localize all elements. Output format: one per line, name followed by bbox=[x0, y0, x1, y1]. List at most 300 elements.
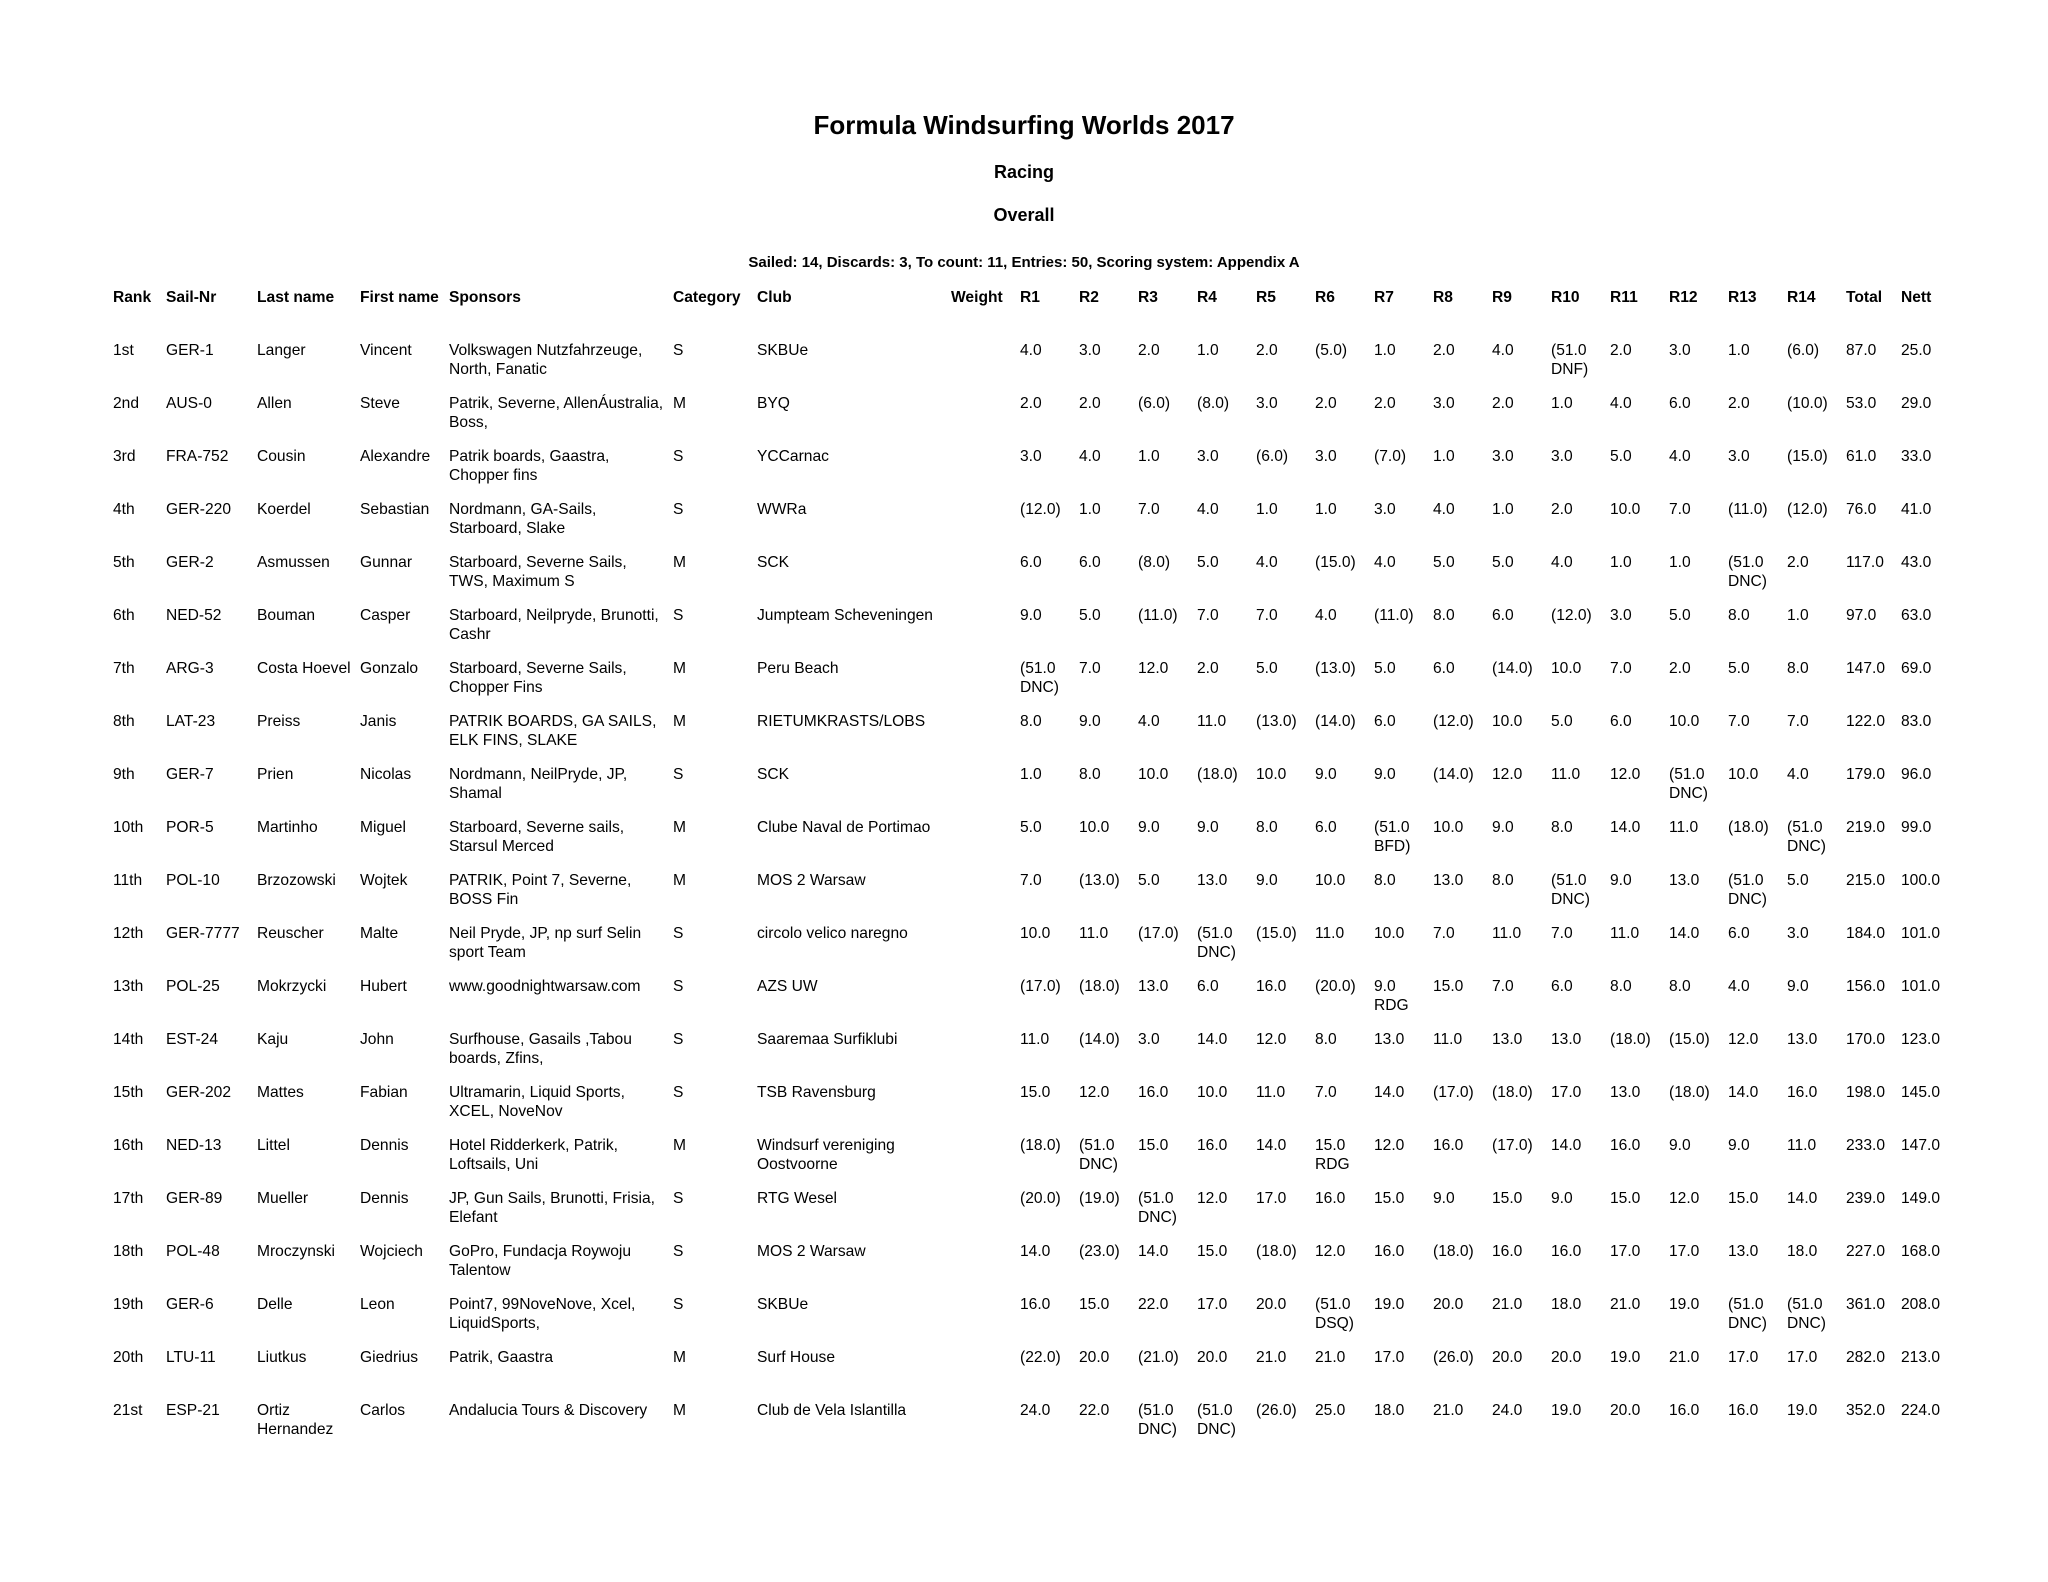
cell-sail-nr: NED-13 bbox=[166, 1137, 222, 1154]
cell-sponsors: Surfhouse, Gasails ,Tabou boards, Zfins, bbox=[449, 1031, 632, 1067]
cell-sail-nr: LTU-11 bbox=[166, 1349, 216, 1366]
cell-r9: (17.0) bbox=[1492, 1137, 1533, 1154]
cell-r12: 7.0 bbox=[1669, 501, 1691, 518]
cell-last-name: Delle bbox=[257, 1296, 293, 1313]
cell-r5: 4.0 bbox=[1256, 554, 1278, 571]
cell-weight bbox=[945, 447, 1014, 500]
cell-last-name: Martinho bbox=[257, 819, 318, 836]
cell-r12: 8.0 bbox=[1669, 978, 1691, 995]
page-title: Formula Windsurfing Worlds 2017 bbox=[813, 110, 1235, 140]
cell-r7: 6.0 bbox=[1374, 713, 1396, 730]
column-header-r13: R13 bbox=[1728, 289, 1757, 306]
cell-r1: 2.0 bbox=[1020, 395, 1042, 412]
cell-r9: 24.0 bbox=[1492, 1402, 1523, 1419]
cell-club: SKBUe bbox=[757, 1296, 809, 1313]
cell-r8: (26.0) bbox=[1433, 1349, 1474, 1366]
cell-r8: (12.0) bbox=[1433, 713, 1474, 730]
cell-r8: 1.0 bbox=[1433, 448, 1455, 465]
cell-r9: 2.0 bbox=[1492, 395, 1514, 412]
cell-r3: 22.0 bbox=[1138, 1296, 1169, 1313]
cell-r9: 21.0 bbox=[1492, 1296, 1523, 1313]
cell-r6: 6.0 bbox=[1315, 819, 1337, 836]
results-table bbox=[107, 288, 1950, 1454]
cell-r8: 5.0 bbox=[1433, 554, 1455, 571]
cell-r1: 16.0 bbox=[1020, 1296, 1051, 1313]
cell-nett: 101.0 bbox=[1901, 978, 1941, 995]
cell-r3: (51.0 DNC) bbox=[1138, 1190, 1177, 1226]
cell-r10: 16.0 bbox=[1551, 1243, 1582, 1260]
table-row bbox=[107, 765, 1950, 818]
cell-r5: (26.0) bbox=[1256, 1402, 1297, 1419]
cell-r3: 7.0 bbox=[1138, 501, 1160, 518]
cell-sail-nr: EST-24 bbox=[166, 1031, 219, 1048]
cell-r7: 18.0 bbox=[1374, 1402, 1405, 1419]
cell-r10: (51.0 DNF) bbox=[1551, 342, 1589, 378]
cell-r2: (18.0) bbox=[1079, 978, 1120, 995]
cell-r14: 2.0 bbox=[1787, 554, 1809, 571]
cell-last-name: Mueller bbox=[257, 1190, 309, 1207]
cell-sponsors: Patrik boards, Gaastra, Chopper fins bbox=[449, 448, 610, 484]
cell-r10: 3.0 bbox=[1551, 448, 1573, 465]
cell-r10: 5.0 bbox=[1551, 713, 1573, 730]
column-header-r6: R6 bbox=[1315, 289, 1335, 306]
cell-sponsors: Nordmann, NeilPryde, JP, Shamal bbox=[449, 766, 628, 802]
cell-r7: 12.0 bbox=[1374, 1137, 1405, 1154]
cell-first-name: Miguel bbox=[360, 819, 406, 836]
cell-r6: 16.0 bbox=[1315, 1190, 1346, 1207]
cell-r7: 8.0 bbox=[1374, 872, 1396, 889]
cell-r7: 15.0 bbox=[1374, 1190, 1405, 1207]
cell-sail-nr: GER-220 bbox=[166, 501, 232, 518]
cell-first-name: Wojciech bbox=[360, 1243, 423, 1260]
cell-weight bbox=[945, 1189, 1014, 1242]
cell-nett: 99.0 bbox=[1901, 819, 1932, 836]
cell-first-name: Malte bbox=[360, 925, 399, 942]
cell-r12: 17.0 bbox=[1669, 1243, 1700, 1260]
cell-r12: 9.0 bbox=[1669, 1137, 1691, 1154]
cell-r7: 19.0 bbox=[1374, 1296, 1405, 1313]
cell-category: M bbox=[673, 819, 686, 836]
cell-category: M bbox=[673, 554, 686, 571]
cell-r7: 16.0 bbox=[1374, 1243, 1405, 1260]
cell-r13: 10.0 bbox=[1728, 766, 1759, 783]
cell-r13: 14.0 bbox=[1728, 1084, 1759, 1101]
cell-club: Surf House bbox=[757, 1349, 836, 1366]
cell-club: Saaremaa Surfiklubi bbox=[757, 1031, 898, 1048]
table-row bbox=[107, 606, 1950, 659]
cell-r3: 1.0 bbox=[1138, 448, 1160, 465]
cell-category: M bbox=[673, 872, 686, 889]
cell-sail-nr: POR-5 bbox=[166, 819, 214, 836]
cell-nett: 29.0 bbox=[1901, 395, 1932, 412]
cell-r11: 3.0 bbox=[1610, 607, 1632, 624]
cell-r10: 18.0 bbox=[1551, 1296, 1582, 1313]
column-header-category: Category bbox=[673, 289, 741, 306]
cell-r13: 8.0 bbox=[1728, 607, 1750, 624]
cell-nett: 147.0 bbox=[1901, 1137, 1941, 1154]
cell-r1: 9.0 bbox=[1020, 607, 1042, 624]
cell-r1: 7.0 bbox=[1020, 872, 1042, 889]
cell-sponsors: GoPro, Fundacja Roywoju Talentow bbox=[449, 1243, 632, 1279]
cell-nett: 145.0 bbox=[1901, 1084, 1941, 1101]
cell-category: S bbox=[673, 607, 684, 624]
cell-r9: 3.0 bbox=[1492, 448, 1514, 465]
cell-first-name: Gonzalo bbox=[360, 660, 419, 677]
cell-category: S bbox=[673, 1031, 684, 1048]
cell-r8: 7.0 bbox=[1433, 925, 1455, 942]
cell-first-name: Giedrius bbox=[360, 1349, 419, 1366]
column-header-rank: Rank bbox=[113, 289, 152, 306]
cell-sail-nr: POL-48 bbox=[166, 1243, 220, 1260]
cell-sponsors: Nordmann, GA-Sails, Starboard, Slake bbox=[449, 501, 597, 537]
table-row bbox=[107, 1401, 1950, 1454]
cell-category: S bbox=[673, 766, 684, 783]
cell-r6: (15.0) bbox=[1315, 554, 1356, 571]
cell-r10: 20.0 bbox=[1551, 1349, 1582, 1366]
cell-club: WWRa bbox=[757, 501, 807, 518]
cell-r9: 13.0 bbox=[1492, 1031, 1523, 1048]
cell-weight bbox=[945, 500, 1014, 553]
cell-r10: 17.0 bbox=[1551, 1084, 1582, 1101]
cell-sponsors: JP, Gun Sails, Brunotti, Frisia, Elefant bbox=[449, 1190, 655, 1226]
cell-r1: 24.0 bbox=[1020, 1402, 1051, 1419]
cell-last-name: Mroczynski bbox=[257, 1243, 335, 1260]
cell-r2: 9.0 bbox=[1079, 713, 1101, 730]
column-header-r1: R1 bbox=[1020, 289, 1040, 306]
cell-category: S bbox=[673, 978, 684, 995]
table-row bbox=[107, 712, 1950, 765]
cell-nett: 25.0 bbox=[1901, 342, 1932, 359]
cell-r8: 11.0 bbox=[1433, 1031, 1463, 1048]
cell-r4: 15.0 bbox=[1197, 1243, 1228, 1260]
cell-r6: 8.0 bbox=[1315, 1031, 1337, 1048]
cell-r12: 6.0 bbox=[1669, 395, 1691, 412]
cell-nett: 96.0 bbox=[1901, 766, 1932, 783]
cell-r1: 3.0 bbox=[1020, 448, 1042, 465]
cell-sail-nr: ARG-3 bbox=[166, 660, 214, 677]
cell-r3: 5.0 bbox=[1138, 872, 1160, 889]
cell-rank: 19th bbox=[113, 1296, 144, 1313]
cell-r14: 3.0 bbox=[1787, 925, 1809, 942]
column-header-first-name: First name bbox=[360, 289, 439, 306]
cell-r10: 9.0 bbox=[1551, 1190, 1573, 1207]
cell-r12: 16.0 bbox=[1669, 1402, 1700, 1419]
cell-category: S bbox=[673, 342, 684, 359]
cell-r14: 9.0 bbox=[1787, 978, 1809, 995]
column-header-sponsors: Sponsors bbox=[449, 289, 521, 306]
cell-r11: 2.0 bbox=[1610, 342, 1632, 359]
cell-r3: (21.0) bbox=[1138, 1349, 1179, 1366]
cell-r4: 10.0 bbox=[1197, 1084, 1228, 1101]
cell-r2: 1.0 bbox=[1079, 501, 1101, 518]
column-header-r9: R9 bbox=[1492, 289, 1512, 306]
cell-total: 184.0 bbox=[1846, 925, 1886, 942]
table-row bbox=[107, 924, 1950, 977]
cell-r3: 13.0 bbox=[1138, 978, 1169, 995]
cell-r7: 10.0 bbox=[1374, 925, 1405, 942]
cell-r5: 12.0 bbox=[1256, 1031, 1287, 1048]
cell-rank: 16th bbox=[113, 1137, 144, 1154]
cell-r4: 14.0 bbox=[1197, 1031, 1228, 1048]
cell-category: M bbox=[673, 1402, 686, 1419]
cell-club: BYQ bbox=[757, 395, 790, 412]
cell-sail-nr: GER-202 bbox=[166, 1084, 232, 1101]
cell-r4: (51.0 DNC) bbox=[1197, 925, 1236, 961]
cell-r6: 1.0 bbox=[1315, 501, 1337, 518]
cell-sponsors: Starboard, Severne sails, Starsul Merced bbox=[449, 819, 625, 855]
cell-category: S bbox=[673, 925, 684, 942]
cell-category: M bbox=[673, 395, 686, 412]
cell-nett: 123.0 bbox=[1901, 1031, 1941, 1048]
cell-weight bbox=[945, 818, 1014, 871]
cell-r13: (51.0 DNC) bbox=[1728, 554, 1767, 590]
cell-r10: (51.0 DNC) bbox=[1551, 872, 1590, 908]
cell-r3: 10.0 bbox=[1138, 766, 1169, 783]
cell-r4: 6.0 bbox=[1197, 978, 1219, 995]
cell-r1: 6.0 bbox=[1020, 554, 1042, 571]
cell-rank: 15th bbox=[113, 1084, 144, 1101]
cell-r2: 10.0 bbox=[1079, 819, 1110, 836]
cell-r7: 2.0 bbox=[1374, 395, 1396, 412]
cell-r12: 3.0 bbox=[1669, 342, 1691, 359]
cell-weight bbox=[945, 871, 1014, 924]
cell-r13: 2.0 bbox=[1728, 395, 1750, 412]
cell-sail-nr: POL-10 bbox=[166, 872, 220, 889]
cell-r14: 7.0 bbox=[1787, 713, 1809, 730]
cell-r8: 15.0 bbox=[1433, 978, 1464, 995]
cell-r10: 13.0 bbox=[1551, 1031, 1582, 1048]
table-row bbox=[107, 341, 1950, 394]
cell-r7: (51.0 BFD) bbox=[1374, 819, 1411, 855]
cell-r3: 16.0 bbox=[1138, 1084, 1169, 1101]
cell-weight bbox=[945, 606, 1014, 659]
cell-r14: (15.0) bbox=[1787, 448, 1828, 465]
cell-r14: 16.0 bbox=[1787, 1084, 1818, 1101]
cell-total: 239.0 bbox=[1846, 1190, 1886, 1207]
cell-category: M bbox=[673, 1137, 686, 1154]
cell-club: Clube Naval de Portimao bbox=[757, 819, 931, 836]
cell-r14: 4.0 bbox=[1787, 766, 1809, 783]
cell-first-name: Wojtek bbox=[360, 872, 408, 889]
cell-r13: 7.0 bbox=[1728, 713, 1750, 730]
cell-r12: 11.0 bbox=[1669, 819, 1699, 836]
cell-last-name: Prien bbox=[257, 766, 294, 783]
cell-r11: 12.0 bbox=[1610, 766, 1641, 783]
cell-rank: 6th bbox=[113, 607, 135, 624]
cell-sail-nr: LAT-23 bbox=[166, 713, 216, 730]
page-subtitle: Racing bbox=[993, 162, 1054, 182]
cell-r9: 6.0 bbox=[1492, 607, 1514, 624]
cell-r5: 20.0 bbox=[1256, 1296, 1287, 1313]
cell-club: circolo velico naregno bbox=[757, 925, 908, 942]
cell-r9: 9.0 bbox=[1492, 819, 1514, 836]
column-header-last-name: Last name bbox=[257, 289, 335, 306]
cell-r14: 5.0 bbox=[1787, 872, 1809, 889]
cell-r14: (51.0 DNC) bbox=[1787, 819, 1826, 855]
cell-r4: 3.0 bbox=[1197, 448, 1219, 465]
cell-r12: 4.0 bbox=[1669, 448, 1691, 465]
cell-r9: 15.0 bbox=[1492, 1190, 1523, 1207]
table-row bbox=[107, 1083, 1950, 1136]
table-row bbox=[107, 553, 1950, 606]
table-row bbox=[107, 871, 1950, 924]
cell-r7: 5.0 bbox=[1374, 660, 1396, 677]
cell-r14: 18.0 bbox=[1787, 1243, 1818, 1260]
cell-nett: 43.0 bbox=[1901, 554, 1932, 571]
cell-r6: 12.0 bbox=[1315, 1243, 1346, 1260]
cell-sponsors: PATRIK, Point 7, Severne, BOSS Fin bbox=[449, 872, 632, 908]
cell-r8: (18.0) bbox=[1433, 1243, 1474, 1260]
cell-r11: 13.0 bbox=[1610, 1084, 1641, 1101]
table-row bbox=[107, 1295, 1950, 1348]
cell-category: M bbox=[673, 1349, 686, 1366]
cell-r4: (8.0) bbox=[1197, 395, 1230, 412]
cell-r13: (51.0 DNC) bbox=[1728, 1296, 1767, 1332]
cell-r4: 7.0 bbox=[1197, 607, 1219, 624]
cell-r10: 8.0 bbox=[1551, 819, 1573, 836]
cell-r5: 2.0 bbox=[1256, 342, 1278, 359]
cell-total: 170.0 bbox=[1846, 1031, 1886, 1048]
cell-club: TSB Ravensburg bbox=[757, 1084, 876, 1101]
cell-r5: 1.0 bbox=[1256, 501, 1278, 518]
cell-r8: 10.0 bbox=[1433, 819, 1464, 836]
table-row bbox=[107, 394, 1950, 447]
cell-nett: 213.0 bbox=[1901, 1349, 1941, 1366]
cell-club: YCCarnac bbox=[757, 448, 829, 465]
cell-r10: 14.0 bbox=[1551, 1137, 1582, 1154]
cell-rank: 21st bbox=[113, 1402, 143, 1419]
cell-r5: 10.0 bbox=[1256, 766, 1287, 783]
cell-r3: 3.0 bbox=[1138, 1031, 1160, 1048]
cell-r11: 9.0 bbox=[1610, 872, 1632, 889]
cell-r1: 5.0 bbox=[1020, 819, 1042, 836]
table-row bbox=[107, 659, 1950, 712]
cell-r13: 3.0 bbox=[1728, 448, 1750, 465]
cell-r11: 8.0 bbox=[1610, 978, 1632, 995]
cell-total: 227.0 bbox=[1846, 1243, 1886, 1260]
cell-r7: (7.0) bbox=[1374, 448, 1407, 465]
cell-nett: 101.0 bbox=[1901, 925, 1941, 942]
cell-r4: 9.0 bbox=[1197, 819, 1219, 836]
cell-first-name: Casper bbox=[360, 607, 411, 624]
cell-weight bbox=[945, 341, 1014, 394]
cell-first-name: Dennis bbox=[360, 1190, 409, 1207]
cell-r2: 5.0 bbox=[1079, 607, 1101, 624]
cell-category: M bbox=[673, 713, 686, 730]
column-header-nett: Nett bbox=[1901, 289, 1932, 306]
cell-r5: 7.0 bbox=[1256, 607, 1278, 624]
cell-r5: (18.0) bbox=[1256, 1243, 1297, 1260]
cell-first-name: Steve bbox=[360, 395, 400, 412]
cell-r10: (12.0) bbox=[1551, 607, 1592, 624]
cell-rank: 1st bbox=[113, 342, 134, 359]
cell-r2: 20.0 bbox=[1079, 1349, 1110, 1366]
cell-category: S bbox=[673, 1243, 684, 1260]
cell-r12: 12.0 bbox=[1669, 1190, 1700, 1207]
cell-category: M bbox=[673, 660, 686, 677]
cell-r6: (20.0) bbox=[1315, 978, 1356, 995]
cell-last-name: Littel bbox=[257, 1137, 290, 1154]
cell-r11: 4.0 bbox=[1610, 395, 1632, 412]
cell-r9: 4.0 bbox=[1492, 342, 1514, 359]
cell-r8: 6.0 bbox=[1433, 660, 1455, 677]
cell-weight bbox=[945, 1136, 1014, 1189]
column-header-r7: R7 bbox=[1374, 289, 1394, 306]
cell-r10: 19.0 bbox=[1551, 1402, 1582, 1419]
cell-weight bbox=[945, 1295, 1014, 1348]
cell-sail-nr: POL-25 bbox=[166, 978, 220, 995]
cell-r12: 1.0 bbox=[1669, 554, 1691, 571]
table-row bbox=[107, 1136, 1950, 1189]
cell-r13: 1.0 bbox=[1728, 342, 1750, 359]
cell-r11: 19.0 bbox=[1610, 1349, 1641, 1366]
cell-r14: 1.0 bbox=[1787, 607, 1809, 624]
cell-category: S bbox=[673, 448, 684, 465]
table-row bbox=[107, 500, 1950, 553]
cell-club: Peru Beach bbox=[757, 660, 839, 677]
cell-r4: 12.0 bbox=[1197, 1190, 1228, 1207]
cell-club: MOS 2 Warsaw bbox=[757, 1243, 866, 1260]
cell-r3: (17.0) bbox=[1138, 925, 1179, 942]
cell-last-name: Reuscher bbox=[257, 925, 324, 942]
cell-total: 76.0 bbox=[1846, 501, 1877, 518]
cell-rank: 3rd bbox=[113, 448, 136, 465]
column-header-weight: Weight bbox=[951, 289, 1003, 306]
cell-r2: 11.0 bbox=[1079, 925, 1109, 942]
cell-sponsors: Point7, 99NoveNove, Xcel, LiquidSports, bbox=[449, 1296, 636, 1332]
column-header-r8: R8 bbox=[1433, 289, 1453, 306]
cell-r12: 21.0 bbox=[1669, 1349, 1700, 1366]
cell-club: Jumpteam Scheveningen bbox=[757, 607, 933, 624]
cell-sponsors: Neil Pryde, JP, np surf Selin sport Team bbox=[449, 925, 642, 961]
cell-r2: 7.0 bbox=[1079, 660, 1101, 677]
cell-r2: 22.0 bbox=[1079, 1402, 1110, 1419]
cell-r12: (15.0) bbox=[1669, 1031, 1710, 1048]
cell-sail-nr: GER-7777 bbox=[166, 925, 240, 942]
cell-r12: 19.0 bbox=[1669, 1296, 1700, 1313]
cell-total: 179.0 bbox=[1846, 766, 1886, 783]
cell-nett: 168.0 bbox=[1901, 1243, 1941, 1260]
cell-first-name: Nicolas bbox=[360, 766, 412, 783]
cell-r6: 10.0 bbox=[1315, 872, 1346, 889]
table-body bbox=[107, 341, 1950, 1454]
cell-r5: (6.0) bbox=[1256, 448, 1289, 465]
column-header-total: Total bbox=[1846, 289, 1883, 306]
cell-r5: 3.0 bbox=[1256, 395, 1278, 412]
cell-r5: (13.0) bbox=[1256, 713, 1297, 730]
cell-r9: 12.0 bbox=[1492, 766, 1523, 783]
cell-r5: 17.0 bbox=[1256, 1190, 1287, 1207]
cell-club: Windsurf vereniging Oostvoorne bbox=[757, 1137, 895, 1173]
cell-r8: (14.0) bbox=[1433, 766, 1474, 783]
cell-rank: 12th bbox=[113, 925, 144, 942]
cell-r1: 4.0 bbox=[1020, 342, 1042, 359]
cell-r13: 15.0 bbox=[1728, 1190, 1759, 1207]
cell-rank: 5th bbox=[113, 554, 135, 571]
cell-sponsors: www.goodnightwarsaw.com bbox=[449, 978, 641, 995]
cell-r9: 8.0 bbox=[1492, 872, 1514, 889]
cell-total: 87.0 bbox=[1846, 342, 1877, 359]
cell-r8: 21.0 bbox=[1433, 1402, 1464, 1419]
cell-r5: 5.0 bbox=[1256, 660, 1278, 677]
column-header-r12: R12 bbox=[1669, 289, 1698, 306]
table-row bbox=[107, 1348, 1950, 1401]
cell-r2: 12.0 bbox=[1079, 1084, 1110, 1101]
cell-r11: 16.0 bbox=[1610, 1137, 1641, 1154]
cell-sail-nr: FRA-752 bbox=[166, 448, 229, 465]
cell-r12: 13.0 bbox=[1669, 872, 1700, 889]
cell-sponsors: Patrik, Gaastra bbox=[449, 1349, 553, 1366]
